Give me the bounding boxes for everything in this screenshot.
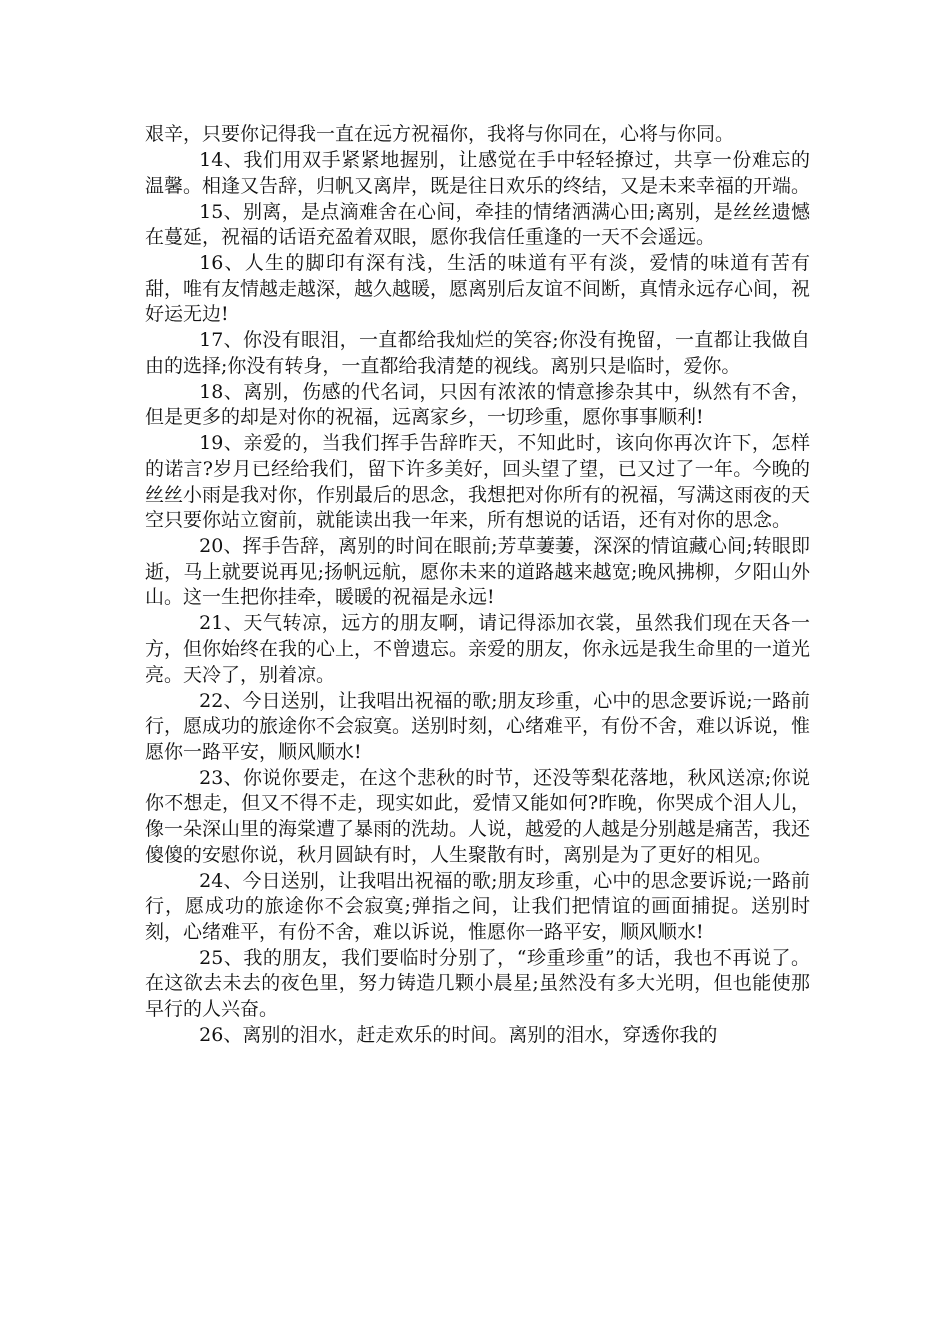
- paragraph-26-head: 26、离别的泪水，赶走欢乐的时间。离别的泪水，穿透你我的: [199, 1023, 718, 1046]
- paragraph-14: 14、我们用双手紧紧地握别，让感觉在手中轻轻撩过，共享一份难忘的温馨。相逢又告辞，归帆又离岸，既是往日欢乐的终结，又是未来幸福的开端。: [145, 148, 811, 197]
- document-body: [145, 122, 810, 1049]
- paragraph-20: 20、挥手告辞，离别的时间在眼前;芳草萋萋，深深的情谊藏心间;转眼即逝，马上就要说再见;扬帆远航，愿你未来的道路越来越宽;晚风拂柳，夕阳山外山。这一生把你挂牵，暖暖的祝福是永远!: [145, 535, 810, 609]
- paragraph-16: 16、人生的脚印有深有浅，生活的味道有平有淡，爱情的味道有苦有甜，唯有友情越走越深，越久越暖，愿离别后友谊不间断，真情永远存心间，祝好运无边!: [145, 252, 811, 326]
- paragraph-22: 22、今日送别，让我唱出祝福的歌;朋友珍重，心中的思念要诉说;一路前行，愿成功的旅途你不会寂寞。送别时刻，心绪难平，有份不舍，难以诉说，惟愿你一路平安，顺风顺水!: [145, 689, 811, 763]
- paragraph-25: 25、我的朋友，我们要临时分别了，“珍重珍重”的话，我也不再说了。在这欲去未去的夜色里，努力铸造几颗小晨星;虽然没有多大光明，但也能使那早行的人兴奋。: [145, 946, 810, 1020]
- paragraph-17: 17、你没有眼泪，一直都给我灿烂的笑容;你没有挽留，一直都让我做自由的选择;你没有转身，一直都给我清楚的视线。离别只是临时，爱你。: [145, 329, 810, 377]
- paragraph-24: 24、今日送别，让我唱出祝福的歌;朋友珍重，心中的思念要诉说;一路前行，愿成功的旅途你不会寂寞;弹指之间，让我们把情谊的画面捕捉。送别时刻，心绪难平，有份不舍，难以诉说，惟愿你一路平安，顺风顺水!: [145, 869, 810, 943]
- paragraph-13-tail: 艰辛，只要你记得我一直在远方祝福你，我将与你同在，心将与你同。: [145, 123, 735, 145]
- paragraph-19: 19、亲爱的，当我们挥手告辞昨天，不知此时，该向你再次许下，怎样的诺言?岁月已经给我们，留下许多美好，回头望了望，已又过了一年。今晚的丝丝小雨是我对你，作别最后的思念，我想把对你所有的祝福，写满这雨夜的天空只要你站立窗前，就能读出我一年来，所有想说的话语，还有对你的思念。: [145, 432, 811, 532]
- paragraph-21: 21、天气转凉，远方的朋友啊，请记得添加衣裳，虽然我们现在天各一方，但你始终在我的心上，不曾遗忘。亲爱的朋友，你永远是我生命里的一道光亮。天冷了，别着凉。: [145, 612, 811, 686]
- paragraph-18: 18、离别，伤感的代名词，只因有浓浓的情意掺杂其中，纵然有不舍，但是更多的却是对你的祝福，远离家乡，一切珍重，愿你事事顺利!: [145, 380, 810, 429]
- paragraph-15: 15、别离，是点滴难舍在心间，牵挂的情绪洒满心田;离别，是丝丝遗憾在蔓延，祝福的话语充盈着双眼，愿你我信任重逢的一天不会遥远。: [145, 200, 810, 249]
- paragraph-23: 23、你说你要走，在这个悲秋的时节，还没等梨花落地，秋风送凉;你说你不想走，但又不得不走，现实如此，爱情又能如何?昨晚，你哭成个泪人儿，像一朵深山里的海棠遭了暴雨的洗劫。人说，越爱的人越是分别越是痛苦，我还傻傻的安慰你说，秋月圆缺有时，人生聚散有时，离别是为了更好的相见。: [145, 766, 811, 866]
